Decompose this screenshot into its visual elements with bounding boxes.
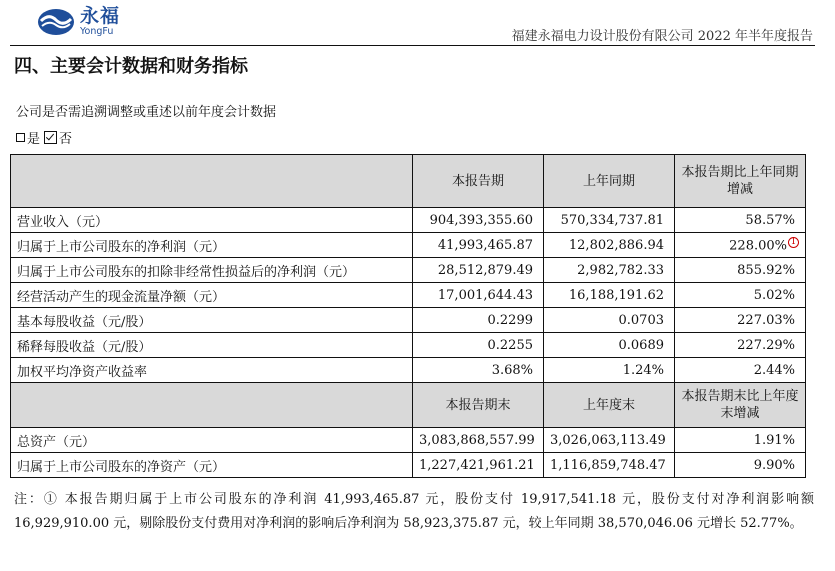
prior-value: 12,802,886.94 [544,233,675,258]
header-cell-empty [11,155,413,208]
prior-value: 570,334,737.81 [544,208,675,233]
row-label: 归属于上市公司股东的净利润（元） [11,233,413,258]
prior-value: 3,026,063,113.49 [544,428,675,453]
table-row [11,233,806,258]
table-row [11,208,806,233]
table-row [11,333,806,358]
row-label: 经营活动产生的现金流量净额（元） [11,283,413,308]
change-value: 227.03% [675,308,806,333]
table-header-row-2 [11,383,806,428]
table-row [11,283,806,308]
header-cell-empty [11,383,413,428]
row-label: 基本每股收益（元/股） [11,308,413,333]
change-value: 228.00% [729,238,787,254]
yes-label: 是 [27,132,41,147]
table-row [11,358,806,383]
header-divider [10,45,815,46]
page-header [0,0,835,46]
footnote-marker: 1 [788,237,799,248]
change-value: 227.29% [675,333,806,358]
header-cell: 本报告期末比上年度末增减 [675,383,806,428]
current-value: 1,227,421,961.21 [413,453,544,478]
current-value: 28,512,879.49 [413,258,544,283]
prior-value: 0.0703 [544,308,675,333]
change-value: 855.92% [675,258,806,283]
change-value: 5.02% [675,283,806,308]
restatement-question: 公司是否需追溯调整或重述以前年度会计数据 [16,105,277,120]
change-value: 58.57% [675,208,806,233]
footnote-text: 注：① 本报告期归属于上市公司股东的净利润 41,993,465.87 元，股份支付 19,917,541.18 元，股份支付对净利润影响额 16,929,910.00 元，剔除股份支付费用对净利润的影响后净利润为 58,923,375.87 元，较上年同期 38,570,046.06 元增长 52.77%。 [14,492,814,531]
change-value: 9.90% [675,453,806,478]
current-value: 3.68% [413,358,544,383]
prior-value: 1,116,859,748.47 [544,453,675,478]
company-logo [37,6,120,37]
header-cell: 本报告期 [413,155,544,208]
prior-value: 2,982,782.33 [544,258,675,283]
table-header-row [11,155,806,208]
header-cell: 本报告期末 [413,383,544,428]
change-value: 1.91% [675,428,806,453]
header-cell: 上年度末 [544,383,675,428]
prior-value: 16,188,191.62 [544,283,675,308]
no-label: 否 [59,132,73,147]
yongfu-logo-icon [37,8,75,36]
change-cell [675,233,806,258]
report-title: 福建永福电力设计股份有限公司 2022 年半年度报告 [511,29,813,44]
header-cell: 上年同期 [544,155,675,208]
section-title: 四、主要会计数据和财务指标 [14,56,248,77]
current-value: 17,001,644.43 [413,283,544,308]
financial-indicators-table [10,154,806,478]
row-label: 归属于上市公司股东的扣除非经常性损益后的净利润（元） [11,258,413,283]
current-value: 41,993,465.87 [413,233,544,258]
current-value: 0.2255 [413,333,544,358]
table-row [11,453,806,478]
table-row [11,308,806,333]
header-cell: 本报告期比上年同期增减 [675,155,806,208]
logo-chinese-name: 永福 [80,5,121,27]
table-row [11,258,806,283]
row-label: 总资产（元） [11,428,413,453]
current-value: 904,393,355.60 [413,208,544,233]
prior-value: 0.0689 [544,333,675,358]
row-label: 营业收入（元） [11,208,413,233]
table-row [11,428,806,453]
logo-english-name: YongFu [80,26,114,37]
no-checkbox-checked [44,131,57,144]
row-label: 加权平均净资产收益率 [11,358,413,383]
row-label: 稀释每股收益（元/股） [11,333,413,358]
change-value: 2.44% [675,358,806,383]
row-label: 归属于上市公司股东的净资产（元） [11,453,413,478]
yes-checkbox [16,133,25,142]
current-value: 0.2299 [413,308,544,333]
current-value: 3,083,868,557.99 [413,428,544,453]
prior-value: 1.24% [544,358,675,383]
restatement-choice [16,128,72,147]
